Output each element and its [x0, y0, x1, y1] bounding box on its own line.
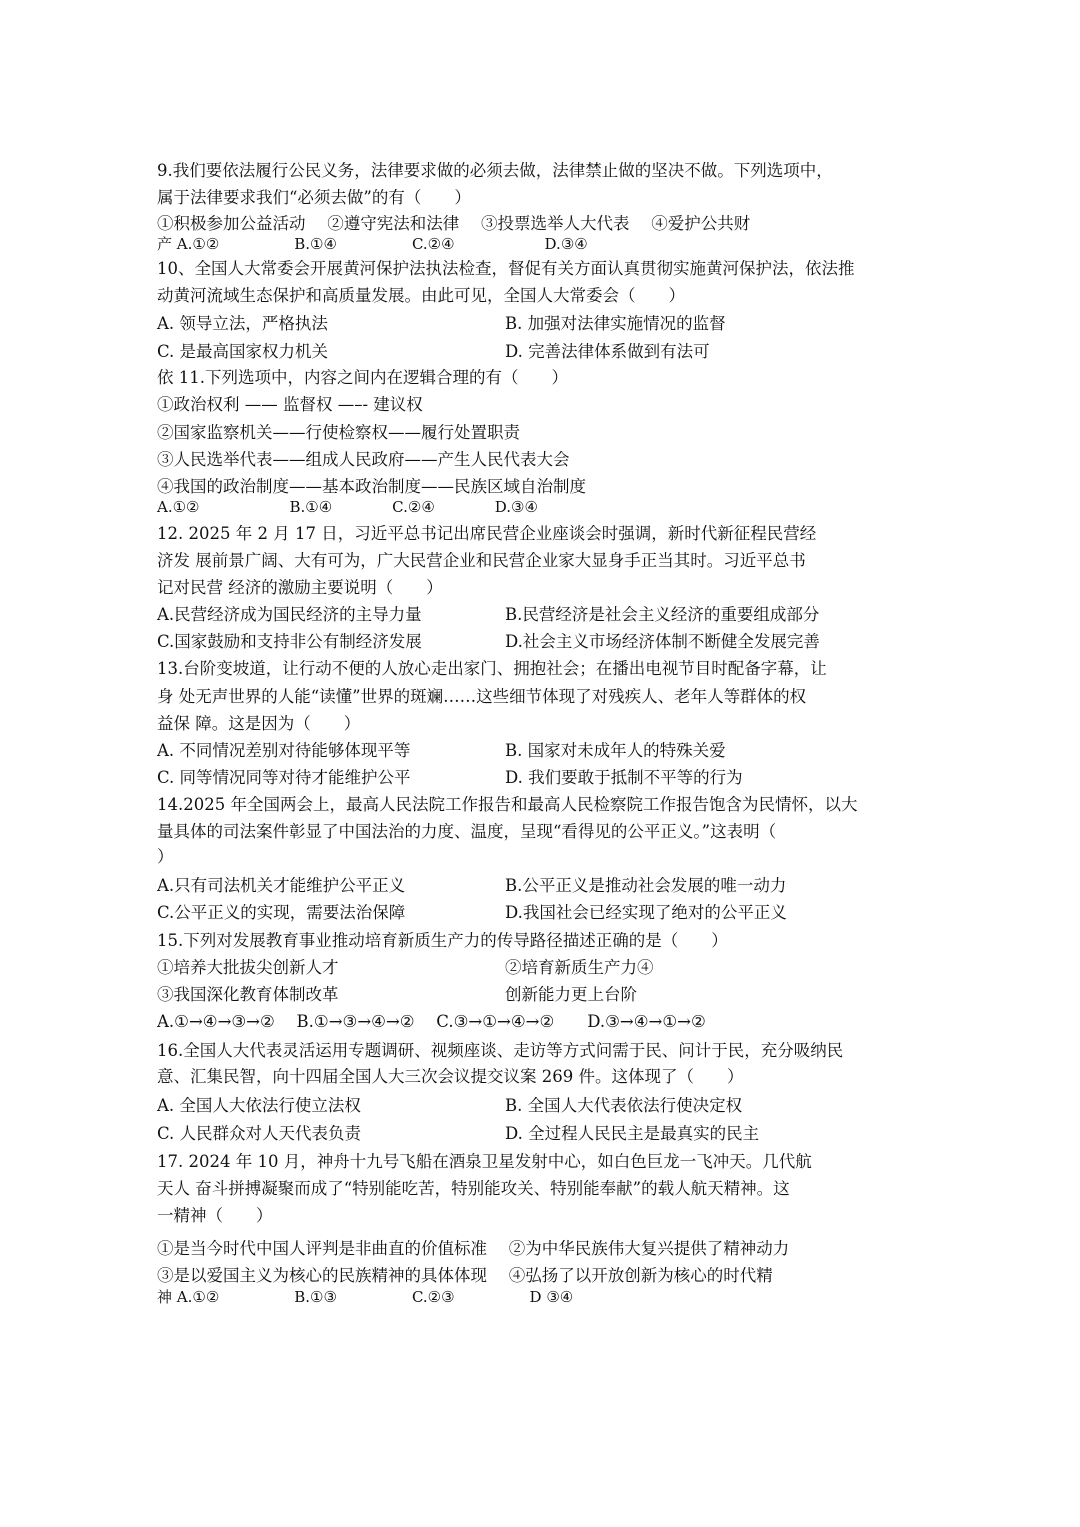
q17-stem-line1: 17. 2024 年 10 月，神舟十九号飞船在酒泉卫星发射中心，如白色巨龙一飞冲天。几代航 — [157, 1152, 812, 1171]
q12-stem-line3: 记对民营 经济的激励主要说明（ ） — [157, 578, 443, 597]
q14-option-a: A.只有司法机关才能维护公平正义 — [157, 876, 406, 895]
q13-stem-line1: 13.台阶变坡道，让行动不便的人放心走出家门、拥抱社会；在播出电视节目时配备字幕，让 — [157, 659, 827, 678]
q11-options: A.①② B.①④ C.②④ D.③④ — [157, 498, 538, 516]
q15-stem: 15.下列对发展教育事业推动培育新质生产力的传导路径描述正确的是（ ） — [157, 931, 728, 950]
q13-stem-line3: 益保 障。这是因为（ ） — [157, 714, 361, 733]
q9-stem-line1: 9.我们要依法履行公民义务，法律要求做的必须去做，法律禁止做的坚决不做。下列选项中， — [157, 161, 833, 180]
q13-option-b: B. 国家对未成年人的特殊关爱 — [505, 741, 726, 760]
q9-stem-line2: 属于法律要求我们“必须去做”的有（ ） — [157, 188, 471, 207]
q10-stem-line1: 10、全国人大常委会开展黄河保护法执法检查，督促有关方面认真贯彻实施黄河保护法，依法推 — [157, 259, 855, 278]
q15-item1: ①培养大批拔尖创新人才 — [157, 958, 339, 977]
q16-option-a: A. 全国人大依法行使立法权 — [157, 1096, 361, 1115]
q17-items-line1: ①是当今时代中国人评判是非曲直的价值标准 ②为中华民族伟大复兴提供了精神动力 — [157, 1239, 790, 1258]
q15-options: A.①→④→③→② B.①→③→④→② C.③→①→④→② D.③→④→①→② — [157, 1012, 706, 1031]
q16-option-b: B. 全国人大代表依法行使决定权 — [505, 1096, 743, 1115]
q14-option-b: B.公平正义是推动社会发展的唯一动力 — [505, 876, 787, 895]
q16-option-d: D. 全过程人民民主是最真实的民主 — [505, 1124, 760, 1143]
q10-option-c: C. 是最高国家权力机关 — [157, 342, 329, 361]
q12-stem-line2: 济发 展前景广阔、大有可为，广大民营企业和民营企业家大显身手正当其时。习近平总书 — [157, 551, 806, 570]
q13-option-c: C. 同等情况同等对待才能维护公平 — [157, 768, 411, 787]
q12-option-b: B.民营经济是社会主义经济的重要组成部分 — [505, 605, 820, 624]
q17-items-line2: ③是以爱国主义为核心的民族精神的具体体现 ④弘扬了以开放创新为核心的时代精 — [157, 1266, 773, 1285]
q11-stem: 依 11.下列选项中，内容之间内在逻辑合理的有（ ） — [157, 368, 568, 387]
q15-item2: ②培育新质生产力④ — [505, 958, 654, 977]
q15-item4: 创新能力更上台阶 — [505, 985, 637, 1004]
q14-option-c: C.公平正义的实现，需要法治保障 — [157, 903, 406, 922]
q12-option-a: A.民营经济成为国民经济的主导力量 — [157, 605, 422, 624]
q17-stem-line2: 天人 奋斗拼搏凝聚而成了“特别能吃苦，特别能攻关、特别能奉献”的载人航天精神。这 — [157, 1179, 790, 1198]
q10-option-b: B. 加强对法律实施情况的监督 — [505, 314, 726, 333]
q12-option-d: D.社会主义市场经济体制不断健全发展完善 — [505, 632, 820, 651]
q12-option-c: C.国家鼓励和支持非公有制经济发展 — [157, 632, 422, 651]
q11-item3: ③人民选举代表——组成人民政府——产生人民代表大会 — [157, 450, 570, 469]
q11-item2: ②国家监察机关——行使检察权——履行处置职责 — [157, 423, 520, 442]
q10-option-d: D. 完善法律体系做到有法可 — [505, 342, 710, 361]
q12-stem-line1: 12. 2025 年 2 月 17 日，习近平总书记出席民营企业座谈会时强调，新时代新征程民营经 — [157, 524, 817, 543]
q13-option-a: A. 不同情况差别对待能够体现平等 — [157, 741, 411, 760]
q13-stem-line2: 身 处无声世界的人能“读懂”世界的斑斓……这些细节体现了对残疾人、老年人等群体的权 — [157, 687, 807, 706]
q13-option-d: D. 我们要敢于抵制不平等的行为 — [505, 768, 743, 787]
q17-options: 神 A.①② B.①③ C.②③ D ③④ — [157, 1288, 574, 1306]
q14-stem-line2: 量具体的司法案件彰显了中国法治的力度、温度，呈现“看得见的公平正义。”这表明（ — [157, 822, 777, 841]
q14-stem-line3: ） — [157, 847, 174, 866]
q10-option-a: A. 领导立法，严格执法 — [157, 314, 328, 333]
q11-item1: ①政治权利 —— 监督权 —–- 建议权 — [157, 395, 423, 414]
q17-stem-line3: 一精神（ ） — [157, 1206, 273, 1225]
q15-item3: ③我国深化教育体制改革 — [157, 985, 339, 1004]
q9-items: ①积极参加公益活动 ②遵守宪法和法律 ③投票选举人大代表 ④爱护公共财 — [157, 214, 751, 233]
q14-option-d: D.我国社会已经实现了绝对的公平正义 — [505, 903, 787, 922]
q9-options: 产 A.①② B.①④ C.②④ D.③④ — [157, 235, 588, 253]
q14-stem-line1: 14.2025 年全国两会上，最高人民法院工作报告和最高人民检察院工作报告饱含为民情怀，以大 — [157, 795, 858, 814]
q10-stem-line2: 动黄河流域生态保护和高质量发展。由此可见，全国人大常委会（ ） — [157, 286, 685, 305]
q11-item4: ④我国的政治制度——基本政治制度——民族区域自治制度 — [157, 477, 586, 496]
q16-stem-line1: 16.全国人大代表灵活运用专题调研、视频座谈、走访等方式问需于民、问计于民，充分吸纳民 — [157, 1041, 844, 1060]
q16-stem-line2: 意、汇集民智，向十四届全国人大三次会议提交议案 269 件。这体现了（ ） — [157, 1067, 744, 1086]
q16-option-c: C. 人民群众对人天代表负责 — [157, 1124, 362, 1143]
